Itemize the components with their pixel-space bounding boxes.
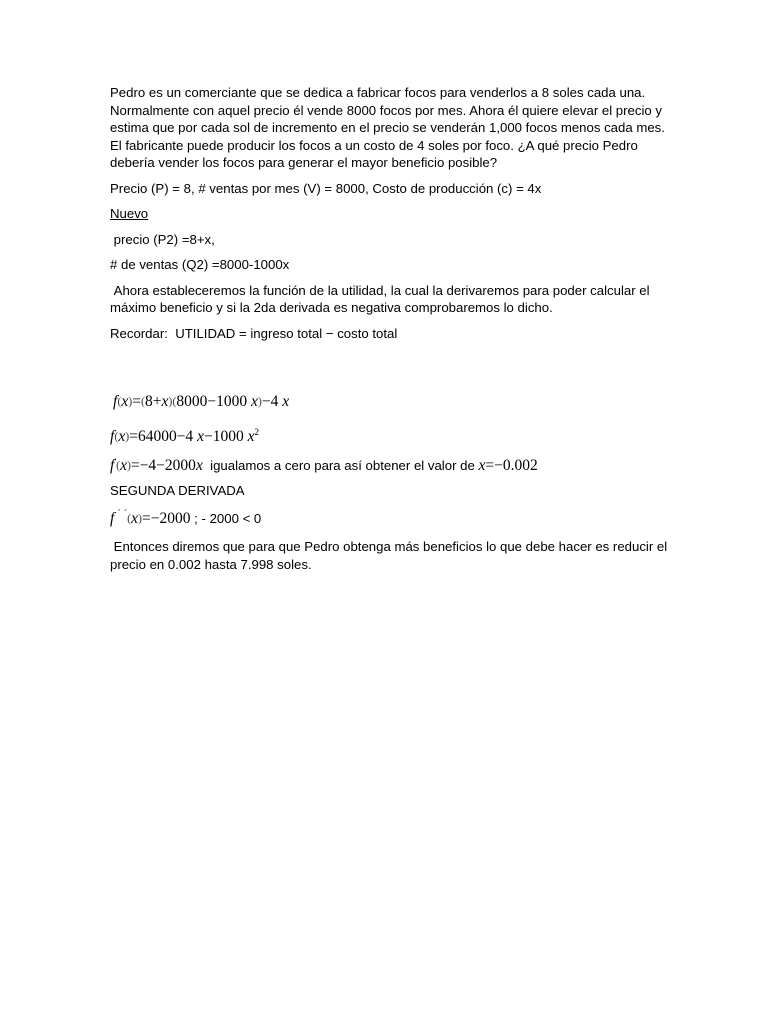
- conclusion-block: [110, 538, 670, 573]
- equation-utility: f(x)=(8+x)(8000−1000 x)−4 x: [113, 393, 290, 410]
- eq-symbol: x: [118, 428, 126, 446]
- eq-symbol: x: [250, 393, 258, 410]
- eq-symbol: x: [478, 457, 486, 475]
- eq-symbol: f: [110, 457, 115, 475]
- recordar-line: Recordar: UTILIDAD = ingreso total − costo total: [110, 325, 398, 341]
- eq-prime: ′: [114, 457, 117, 466]
- eq-explanation: ; - 2000 < 0: [190, 511, 262, 526]
- eq-symbol: x: [120, 457, 127, 475]
- eq-symbol: x: [121, 393, 129, 410]
- problem-paragraph: Pedro es un comerciante que se dedica a fabricar focos para venderlos a 8 soles cada una. Normalmente con aquel precio él vende 8000 focos por mes. Ahora él quiere elevar el precio y estima que por cada sol de incremento en el precio se venderán 1,000 focos menos cada mes. El fabricante puede producir los focos a un costo de 4 soles por foco. ¿A qué precio Pedro debería vender los focos para generar el mayor beneficio posible?: [110, 85, 665, 170]
- eq-text: 8000−1000: [176, 393, 248, 410]
- eq-text: =64000−4: [129, 428, 194, 446]
- eq-text: =: [132, 393, 141, 410]
- document-body: [110, 84, 670, 342]
- equation-second-derivative: f ´ ´(x)=−2000 ; - 2000 < 0: [110, 508, 262, 527]
- eq-symbol: f: [113, 393, 118, 410]
- equation-first-derivative: f′(x)=−4−2000x igualamos a cero para así obtener el valor de x=−0.002: [110, 457, 538, 475]
- eq-exponent: 2: [254, 427, 259, 437]
- eq-text: =−0.002: [485, 457, 538, 475]
- eq-text: =−2000: [142, 510, 191, 527]
- ventas-line: # de ventas (Q2) =8000-1000x: [110, 257, 290, 272]
- conclusion-paragraph: Entonces diremos que para que Pedro obtenga más beneficios lo que debe hacer es reducir el precio en 0.002 hasta 7.998 soles.: [110, 539, 671, 572]
- equation-expanded: f(x)=64000−4 x−1000 $x^2$: [110, 427, 259, 446]
- eq-symbol: x: [197, 428, 204, 446]
- eq-symbol: f: [110, 428, 115, 446]
- precio-line: precio (P2) =8+x,: [110, 231, 215, 247]
- eq-text: 8+: [144, 393, 162, 410]
- eq-symbol: x: [161, 393, 169, 410]
- data-line: Precio (P) = 8, # ventas por mes (V) = 8000, Costo de producción (c) = 4x: [110, 180, 542, 196]
- eq-symbol: x: [195, 457, 203, 475]
- eq-symbol: x: [131, 510, 139, 527]
- eq-explanation: igualamos a cero para así obtener el valor de: [202, 458, 479, 474]
- eq-text: −1000: [203, 428, 244, 446]
- eq-text: =−4−2000: [130, 457, 196, 475]
- eq-primes: ´ ´: [114, 508, 128, 520]
- eq-text: −4: [261, 393, 279, 410]
- nuevo-heading: Nuevo: [110, 206, 149, 221]
- segunda-derivada-heading: SEGUNDA DERIVADA: [110, 483, 245, 498]
- eq-symbol: x: [282, 393, 290, 410]
- eq-symbol: x: [247, 428, 255, 446]
- utilidad-paragraph: Ahora estableceremos la función de la utilidad, la cual la derivaremos para poder calcular el máximo beneficio y si la 2da derivada es negativa comprobaremos lo dicho.: [110, 282, 654, 315]
- eq-symbol: f: [110, 510, 115, 527]
